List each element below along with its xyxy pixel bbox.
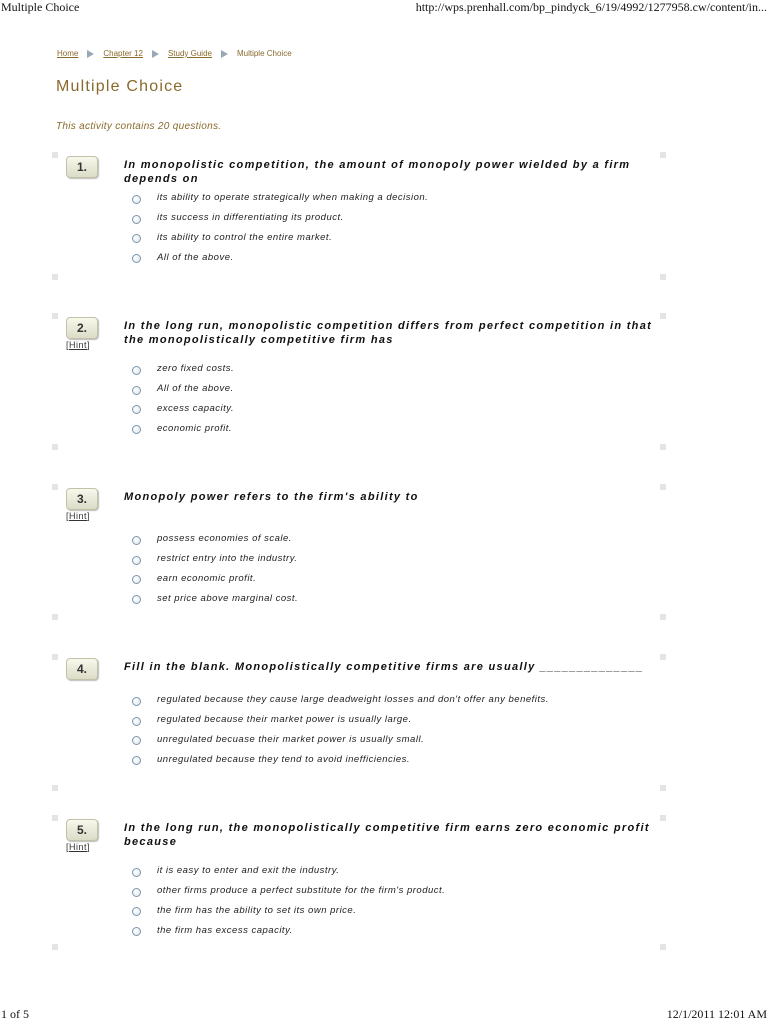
corner-decoration (660, 614, 666, 620)
answer-option-label: unregulated because they tend to avoid inefficiencies. (157, 753, 411, 765)
answer-option[interactable] (132, 861, 445, 881)
radio-button[interactable] (132, 556, 141, 565)
answer-option[interactable] (132, 569, 298, 589)
corner-decoration (660, 444, 666, 450)
answer-option[interactable] (132, 188, 428, 208)
corner-decoration (52, 944, 58, 950)
radio-button[interactable] (132, 756, 141, 765)
radio-button[interactable] (132, 717, 141, 726)
hint-link[interactable]: [Hint] (66, 340, 91, 350)
answer-option[interactable] (132, 359, 234, 379)
answer-options (132, 188, 428, 267)
radio-button[interactable] (132, 888, 141, 897)
print-footer-datetime: 12/1/2011 12:01 AM (666, 1007, 767, 1021)
radio-button[interactable] (132, 405, 141, 414)
answer-option-label: it is easy to enter and exit the industry. (157, 865, 340, 877)
answer-option-label: other firms produce a perfect substitute for the firm's product. (157, 885, 446, 897)
radio-button[interactable] (132, 927, 141, 936)
radio-button[interactable] (132, 425, 141, 434)
hint-label: Hint (69, 842, 88, 852)
answer-option[interactable] (132, 247, 428, 267)
question-number-badge: 1. (66, 156, 98, 178)
corner-decoration (660, 152, 666, 158)
answer-option-label: possess economies of scale. (157, 533, 292, 545)
answer-options (132, 359, 234, 438)
corner-decoration (660, 484, 666, 490)
question-4 (52, 654, 666, 791)
corner-decoration (660, 785, 666, 791)
answer-option[interactable] (132, 399, 234, 419)
question-2 (52, 313, 666, 450)
question-number-badge: 2. (66, 317, 98, 339)
breadcrumb-chapter-link[interactable]: Chapter 12 (103, 49, 143, 58)
radio-button[interactable] (132, 595, 141, 604)
corner-decoration (52, 444, 58, 450)
corner-decoration (52, 654, 58, 660)
question-3 (52, 484, 666, 620)
answer-option-label: the firm has the ability to set its own price. (157, 904, 357, 916)
question-number-badge: 3. (66, 488, 98, 510)
radio-button[interactable] (132, 736, 141, 745)
print-header-title: Multiple Choice (1, 0, 80, 14)
answer-option[interactable] (132, 418, 234, 438)
answer-option-label: its ability to control the entire market. (157, 231, 333, 243)
answer-options (132, 529, 298, 608)
answer-option[interactable] (132, 228, 428, 248)
answer-option-label: the firm has excess capacity. (157, 924, 293, 936)
answer-option[interactable] (132, 901, 445, 921)
question-5 (52, 815, 666, 950)
answer-option[interactable] (132, 690, 549, 710)
answer-option[interactable] (132, 379, 234, 399)
question-text: In monopolistic competition, the amount of monopoly power wielded by a firm depends on (124, 159, 631, 185)
answer-option[interactable] (132, 529, 298, 549)
corner-decoration (660, 815, 666, 821)
radio-button[interactable] (132, 868, 141, 877)
radio-button[interactable] (132, 697, 141, 706)
corner-decoration (660, 274, 666, 280)
hint-link[interactable]: [Hint] (66, 511, 91, 521)
answer-option-label: regulated because they cause large deadweight losses and don't offer any benefits. (157, 694, 549, 706)
corner-decoration (52, 484, 58, 490)
breadcrumb (57, 49, 292, 58)
corner-decoration (52, 152, 58, 158)
question-number-badge: 4. (66, 658, 98, 680)
corner-decoration (660, 313, 666, 319)
radio-button[interactable] (132, 536, 141, 545)
answer-option-label: its success in differentiating its product. (157, 212, 344, 224)
question-text: Monopoly power refers to the firm's ability to (124, 491, 419, 503)
answer-option-label: its ability to operate strategically when making a decision. (157, 192, 429, 204)
breadcrumb-arrow-icon (221, 50, 228, 58)
corner-decoration (660, 944, 666, 950)
corner-decoration (52, 274, 58, 280)
print-footer-page: 1 of 5 (1, 1007, 29, 1021)
answer-options (132, 690, 549, 769)
answer-option-label: unregulated becuase their market power is usually small. (157, 733, 425, 745)
radio-button[interactable] (132, 254, 141, 263)
answer-option-label: earn economic profit. (157, 572, 257, 584)
answer-option[interactable] (132, 920, 445, 940)
answer-option-label: excess capacity. (157, 402, 234, 414)
answer-option[interactable] (132, 710, 549, 730)
corner-decoration (52, 614, 58, 620)
breadcrumb-current: Multiple Choice (236, 49, 292, 58)
answer-option-label: set price above marginal cost. (157, 592, 299, 604)
answer-option[interactable] (132, 749, 549, 769)
radio-button[interactable] (132, 907, 141, 916)
breadcrumb-arrow-icon (87, 50, 94, 58)
answer-option[interactable] (132, 730, 549, 750)
radio-button[interactable] (132, 366, 141, 375)
corner-decoration (52, 785, 58, 791)
answer-option-label: restrict entry into the industry. (157, 553, 298, 565)
answer-options (132, 861, 445, 940)
print-header-url: http://wps.prenhall.com/bp_pindyck_6/19/4992/1277958.cw/content/in... (415, 0, 767, 14)
question-text: Fill in the blank. Monopolistically competitive firms are usually ______________ (124, 661, 644, 673)
radio-button[interactable] (132, 215, 141, 224)
answer-option-label: zero fixed costs. (157, 363, 235, 375)
radio-button[interactable] (132, 234, 141, 243)
radio-button[interactable] (132, 386, 141, 395)
breadcrumb-study-guide-link[interactable]: Study Guide (167, 49, 212, 58)
answer-option[interactable] (132, 549, 298, 569)
hint-link[interactable]: [Hint] (66, 842, 91, 852)
breadcrumb-arrow-icon (152, 50, 159, 58)
corner-decoration (52, 815, 58, 821)
answer-option-label: regulated because their market power is usually large. (157, 714, 412, 726)
answer-option-label: All of the above. (157, 251, 234, 263)
radio-button[interactable] (132, 195, 141, 204)
activity-intro: This activity contains 20 questions. (56, 121, 222, 132)
breadcrumb-home-link[interactable]: Home (57, 49, 79, 58)
page-title: Multiple Choice (56, 78, 184, 95)
question-text: In the long run, monopolistic competition differs from perfect competition in that the monopolistically competitive firm has (124, 320, 653, 346)
question-text: In the long run, the monopolistically competitive firm earns zero economic profit because (124, 822, 650, 848)
answer-option[interactable] (132, 588, 298, 608)
hint-label: Hint (69, 511, 88, 521)
answer-option-label: All of the above. (157, 383, 234, 395)
hint-label: Hint (69, 340, 88, 350)
question-number-badge: 5. (66, 819, 98, 841)
question-1 (52, 152, 666, 280)
answer-option-label: economic profit. (157, 422, 233, 434)
answer-option[interactable] (132, 208, 428, 228)
answer-option[interactable] (132, 881, 445, 901)
corner-decoration (660, 654, 666, 660)
radio-button[interactable] (132, 575, 141, 584)
corner-decoration (52, 313, 58, 319)
